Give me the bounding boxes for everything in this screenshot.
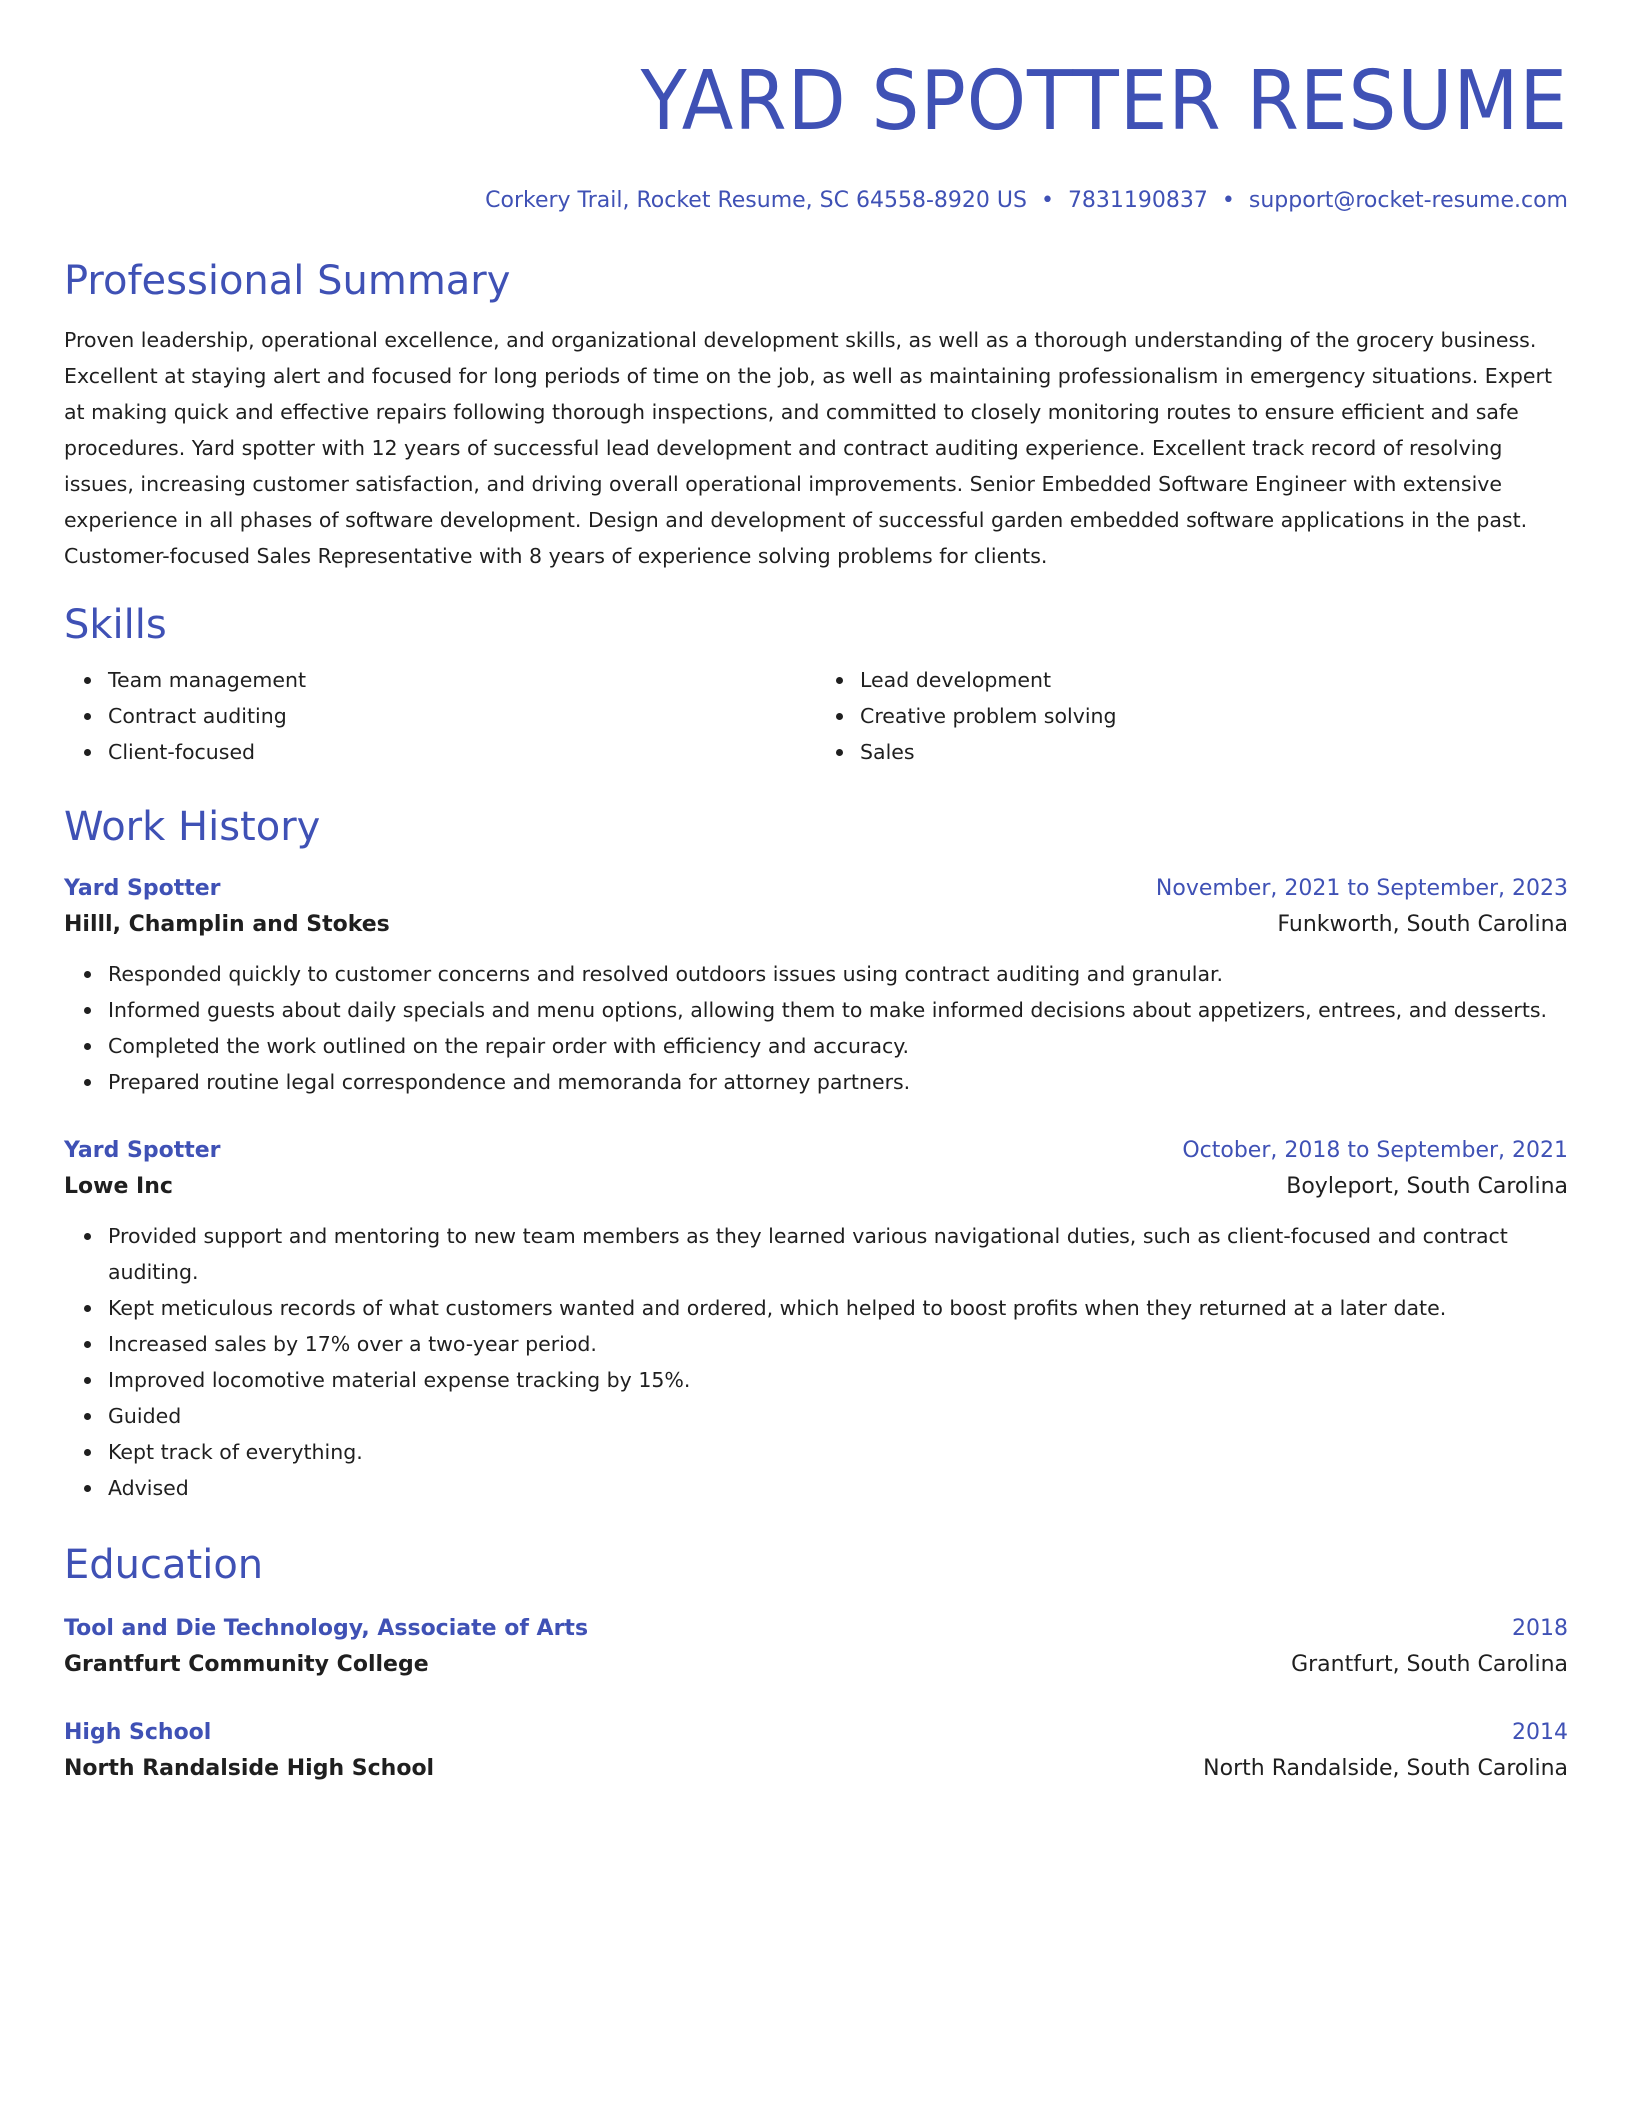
job-duty: Responded quickly to customer concerns and resolved outdoors issues using contract auditing and granular.: [108, 956, 1568, 992]
job-duty: Improved locomotive material expense tracking by 15%.: [108, 1362, 1568, 1398]
job-company: Lowe Inc: [64, 1174, 173, 1199]
summary-heading: Professional Summary: [64, 258, 511, 304]
contact-address: Corkery Trail, Rocket Resume, SC 64558-8920 US: [485, 188, 1027, 213]
summary-text: Proven leadership, operational excellence, and organizational development skills, as well as a thorough understanding of the grocery business. Excellent at staying alert and focused for long periods of time on the job, as well as maintaining professionalism in emergency situations. Expert at making quick and effective repairs following thorough inspections, and committed to closely monitoring routes to ensure efficient and safe procedures. Yard spotter with 12 years of successful lead development and contract auditing experience. Excellent track record of resolving issues, increasing customer satisfaction, and driving overall operational improvements. Senior Embedded Software Engineer with extensive experience in all phases of software development. Design and development of successful garden embedded software applications in the past. Customer-focused Sales Representative with 8 years of experience solving problems for clients.: [64, 328, 1552, 568]
work-history-heading: Work History: [64, 804, 321, 850]
job-location: Funkworth, South Carolina: [1277, 912, 1568, 937]
education-school: Grantfurt Community College: [64, 1652, 429, 1677]
education-header-row: [64, 1716, 1568, 1750]
job-company: Hilll, Champlin and Stokes: [64, 912, 390, 937]
job-duty: Prepared routine legal correspondence and memoranda for attorney partners.: [108, 1064, 1568, 1100]
contact-email[interactable]: support@rocket-resume.com: [1248, 188, 1568, 213]
job-header-row: [64, 1134, 1568, 1168]
resume-header: [64, 0, 1568, 216]
skills-heading: Skills: [64, 602, 167, 648]
skill-item: Team management: [108, 662, 816, 698]
job-duty: Informed guests about daily specials and menu options, allowing them to make informed decisions about appetizers, entrees, and desserts.: [108, 992, 1568, 1028]
job-header-row: [64, 872, 1568, 906]
job-dates: October, 2018 to September, 2021: [1182, 1138, 1568, 1163]
job-title: Yard Spotter: [64, 876, 221, 901]
education-location: North Randalside, South Carolina: [1203, 1756, 1568, 1781]
skill-item: Contract auditing: [108, 698, 816, 734]
contact-separator: •: [1221, 188, 1235, 213]
education-heading: Education: [64, 1542, 264, 1588]
education-school-row: [64, 1646, 1568, 1684]
education-degree: High School: [64, 1720, 212, 1745]
skill-item: Client-focused: [108, 734, 816, 770]
job-location: Boyleport, South Carolina: [1286, 1174, 1568, 1199]
job-title: Yard Spotter: [64, 1138, 221, 1163]
job-company-row: [64, 1168, 1568, 1206]
job-duties: [64, 1218, 1568, 1506]
skills-column-left: [64, 662, 816, 770]
education-year: 2018: [1512, 1616, 1568, 1641]
skills-column-right: [816, 662, 1568, 770]
job-entry: [64, 872, 1568, 1100]
contact-separator: •: [1040, 188, 1054, 213]
education-degree: Tool and Die Technology, Associate of Arts: [64, 1616, 589, 1641]
education-entry: [64, 1716, 1568, 1788]
education-school: North Randalside High School: [64, 1756, 435, 1781]
education-year: 2014: [1512, 1720, 1568, 1745]
resume-title: YARD SPOTTER RESUME: [640, 54, 1568, 149]
job-duty: Guided: [108, 1398, 1568, 1434]
job-duty: Provided support and mentoring to new team members as they learned various navigational duties, such as client-focused and contract auditing.: [108, 1218, 1568, 1290]
skills-list: [64, 662, 1568, 770]
job-duty: Completed the work outlined on the repair order with efficiency and accuracy.: [108, 1028, 1568, 1064]
job-dates: November, 2021 to September, 2023: [1155, 876, 1568, 901]
education-location: Grantfurt, South Carolina: [1291, 1652, 1568, 1677]
job-duty: Advised: [108, 1470, 1568, 1506]
job-entry: [64, 1134, 1568, 1506]
job-duty: Kept track of everything.: [108, 1434, 1568, 1470]
education-entry: [64, 1612, 1568, 1684]
contact-line: [64, 186, 1568, 216]
education-school-row: [64, 1750, 1568, 1788]
skill-item: Lead development: [860, 662, 1568, 698]
job-duty: Kept meticulous records of what customers wanted and ordered, which helped to boost profits when they returned at a later date.: [108, 1290, 1568, 1326]
job-duties: [64, 956, 1568, 1100]
skill-item: Sales: [860, 734, 1568, 770]
contact-phone[interactable]: 7831190837: [1067, 188, 1208, 213]
education-header-row: [64, 1612, 1568, 1646]
job-company-row: [64, 906, 1568, 944]
job-duty: Increased sales by 17% over a two-year period.: [108, 1326, 1568, 1362]
skill-item: Creative problem solving: [860, 698, 1568, 734]
